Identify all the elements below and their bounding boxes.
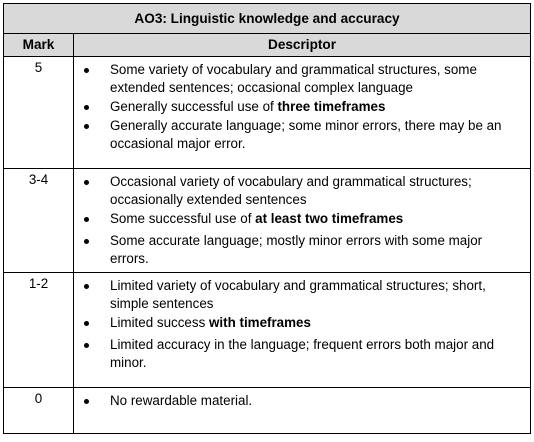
column-header-descriptor: Descriptor [74, 34, 531, 57]
descriptor-text: Generally successful use of [110, 99, 278, 114]
descriptor-text: Some successful use of [110, 211, 256, 226]
descriptor-text: No rewardable material. [110, 393, 253, 408]
bullet-icon [84, 124, 89, 129]
mark-value: 0 [4, 388, 74, 434]
descriptor-text: Some accurate language; mostly minor errors with some major errors. [110, 233, 483, 266]
mark-value: 3-4 [4, 169, 74, 273]
table-row [4, 273, 531, 388]
list-item [80, 232, 524, 268]
descriptor-text: Limited accuracy in the language; frequent errors both major and minor. [110, 337, 495, 370]
list-item [80, 61, 524, 97]
mark-value: 5 [4, 57, 74, 169]
header-row [4, 34, 531, 57]
descriptor-cell [74, 388, 531, 434]
descriptor-text: Limited variety of vocabulary and grammatical structures; short, simple sentences [110, 278, 486, 311]
descriptor-list [80, 61, 524, 153]
descriptor-list [80, 277, 524, 372]
bullet-icon [84, 399, 89, 404]
list-item [80, 117, 524, 153]
bullet-icon [84, 321, 89, 326]
list-item [80, 314, 524, 332]
bullet-icon [84, 68, 89, 73]
descriptor-text: Occasional variety of vocabulary and grammatical structures; occasionally extended sentences [110, 174, 472, 207]
descriptor-text: Limited success [110, 315, 209, 330]
descriptor-cell [74, 273, 531, 388]
bullet-icon [84, 180, 89, 185]
mark-value: 1-2 [4, 273, 74, 388]
rubric-table-wrapper [3, 3, 531, 434]
descriptor-cell [74, 57, 531, 169]
list-item [80, 98, 524, 116]
descriptor-cell [74, 169, 531, 273]
descriptor-list [80, 173, 524, 268]
descriptor-text: Generally accurate language; some minor errors, there may be an occasional major error. [110, 118, 502, 151]
bullet-icon [84, 239, 89, 244]
descriptor-text: Some variety of vocabulary and grammatical structures, some extended sentences; occasional complex language [110, 62, 477, 95]
bullet-icon [84, 217, 89, 222]
descriptor-emphasis: with timeframes [208, 315, 311, 330]
table-title: AO3: Linguistic knowledge and accuracy [4, 4, 531, 34]
list-item [80, 277, 524, 313]
descriptor-list [80, 392, 524, 410]
list-item [80, 392, 524, 410]
list-item [80, 173, 524, 209]
descriptor-emphasis: at least two timeframes [255, 211, 404, 226]
bullet-icon [84, 284, 89, 289]
table-row [4, 388, 531, 434]
bullet-icon [84, 105, 89, 110]
rubric-table [3, 3, 531, 434]
list-item [80, 336, 524, 372]
list-item [80, 210, 524, 228]
table-row [4, 57, 531, 169]
descriptor-emphasis: three timeframes [277, 99, 386, 114]
bullet-icon [84, 343, 89, 348]
title-row [4, 4, 531, 34]
column-header-mark: Mark [4, 34, 74, 57]
table-row [4, 169, 531, 273]
